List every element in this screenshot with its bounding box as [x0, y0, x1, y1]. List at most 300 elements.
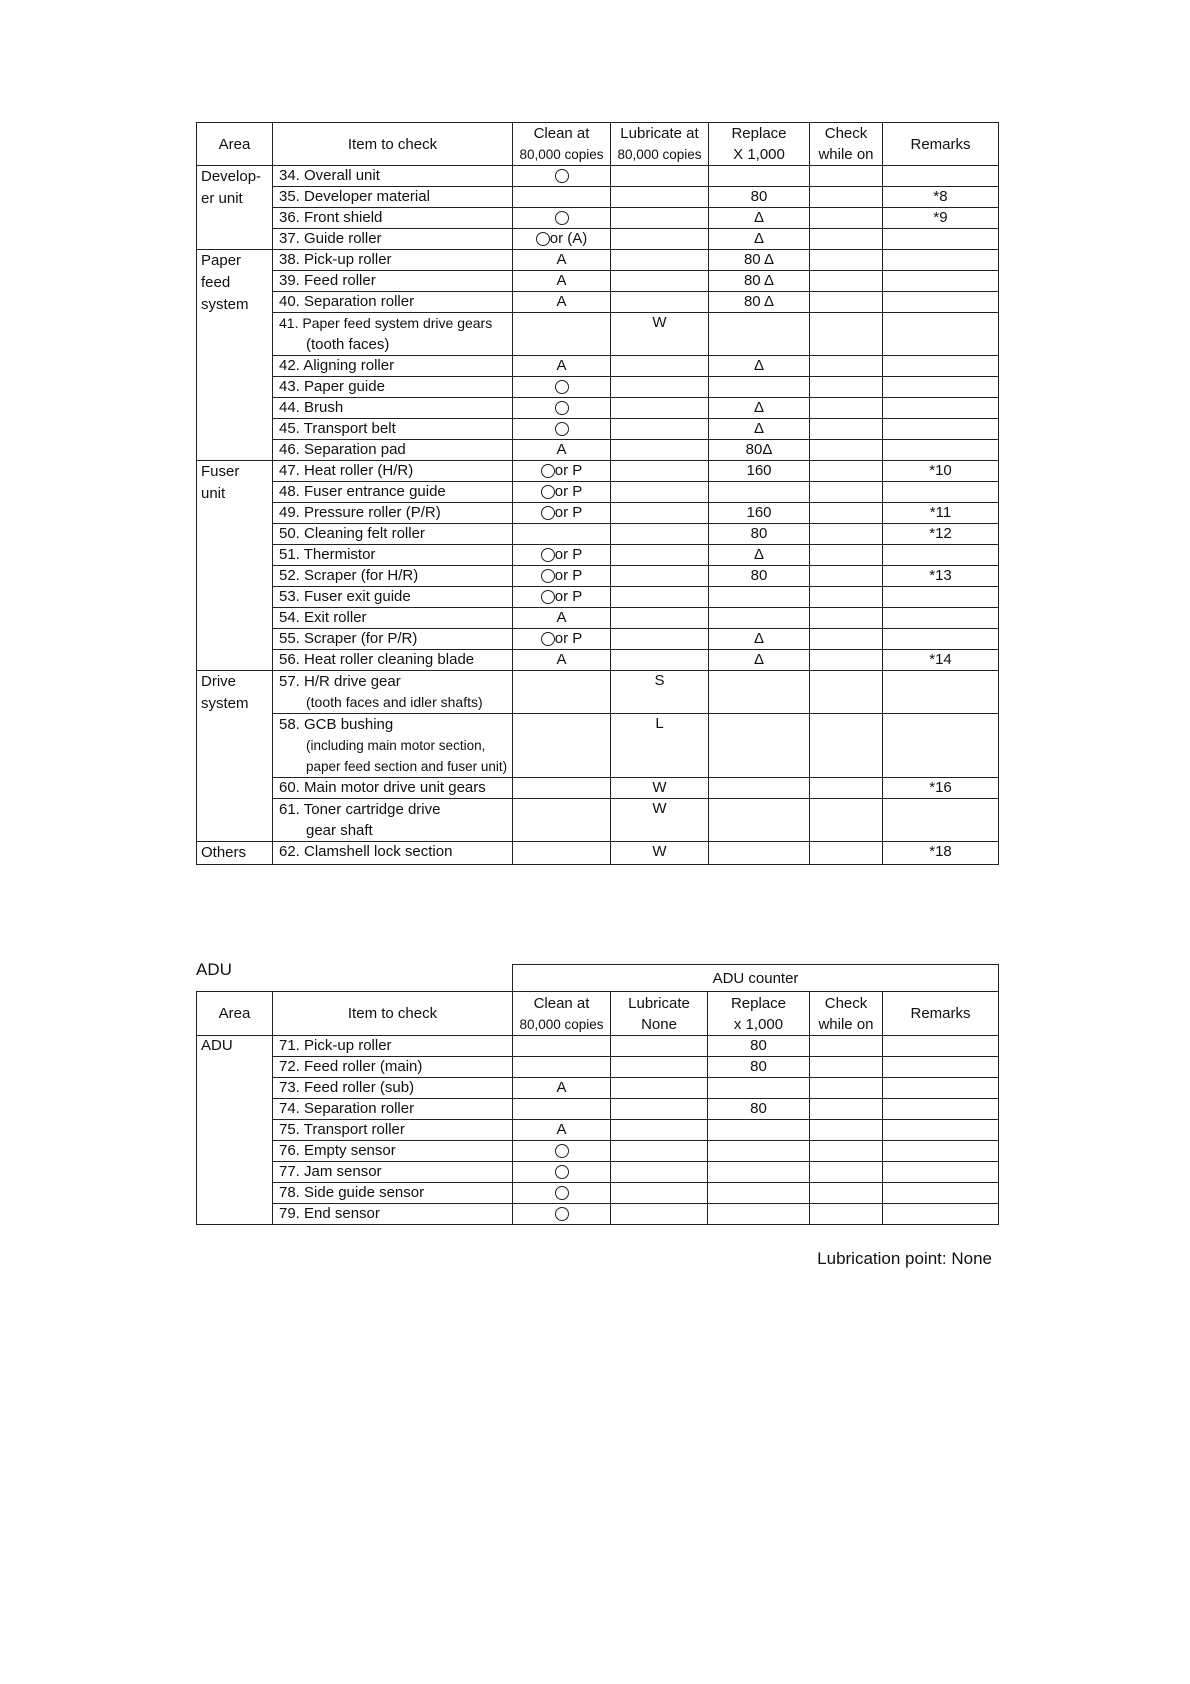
table-row — [197, 440, 999, 461]
remarks-cell — [883, 398, 999, 419]
clean-cell — [513, 650, 611, 671]
lubricate-cell — [611, 545, 709, 566]
remarks-cell — [883, 629, 999, 650]
header-clean-line: 80,000 copies — [519, 147, 604, 162]
clean-cell — [513, 419, 611, 440]
check-cell — [810, 799, 883, 842]
item-cell — [273, 799, 513, 842]
replace-cell — [709, 313, 810, 356]
item-label: 34. Overall unit — [279, 167, 380, 184]
replace-value: Δ — [753, 399, 765, 416]
circle-mark-icon — [541, 506, 555, 520]
header-area-label: Area — [218, 1005, 251, 1022]
table-row — [197, 671, 999, 714]
check-cell — [810, 166, 883, 187]
item-cell — [273, 1057, 513, 1078]
header-remarks-label: Remarks — [910, 135, 971, 153]
item-label: 53. Fuser exit guide — [279, 588, 411, 605]
replace-cell — [709, 545, 810, 566]
item-cell — [273, 524, 513, 545]
lubricate-cell — [611, 271, 709, 292]
clean-cell — [513, 440, 611, 461]
item-label: 37. Guide roller — [279, 230, 382, 247]
clean-value: A — [556, 441, 567, 458]
replace-cell — [709, 714, 810, 778]
header-check-line: Check — [824, 994, 868, 1012]
check-cell — [810, 714, 883, 778]
replace-cell — [709, 629, 810, 650]
remarks-cell — [883, 271, 999, 292]
item-label: 49. Pressure roller (P/R) — [279, 504, 441, 521]
replace-value: 80 — [750, 1058, 767, 1075]
table-row — [197, 1204, 999, 1225]
item-label: 45. Transport belt — [279, 420, 396, 437]
clean-cell — [513, 503, 611, 524]
circle-mark-icon — [555, 211, 569, 225]
replace-value: 80 — [750, 188, 768, 205]
clean-cell — [513, 629, 611, 650]
replace-cell — [709, 671, 810, 714]
check-cell — [810, 250, 883, 271]
item-label: 41. Paper feed system drive gears — [279, 315, 493, 331]
table-row — [197, 714, 999, 778]
clean-cell — [513, 250, 611, 271]
item-cell — [273, 292, 513, 313]
replace-cell — [708, 1099, 810, 1120]
clean-cell — [513, 187, 611, 208]
clean-cell — [513, 292, 611, 313]
header-item — [273, 992, 513, 1036]
replace-cell — [708, 1162, 810, 1183]
lubricate-cell — [611, 714, 709, 778]
clean-value-suffix: or P — [554, 567, 583, 584]
lubrication-note: Lubrication point: None — [817, 1249, 992, 1268]
clean-value: A — [556, 651, 567, 668]
clean-value: A — [556, 272, 567, 289]
clean-cell — [513, 398, 611, 419]
area-cell — [197, 461, 273, 671]
table-row — [197, 799, 999, 842]
clean-value-suffix: or P — [554, 630, 583, 647]
replace-cell — [709, 250, 810, 271]
replace-cell — [708, 1141, 810, 1162]
table-row — [197, 1057, 999, 1078]
header-remarks-label: Remarks — [910, 1005, 971, 1022]
circle-mark-icon — [541, 485, 555, 499]
lubricate-cell — [611, 292, 709, 313]
area-cell — [197, 842, 273, 865]
replace-cell — [709, 842, 810, 865]
replace-cell — [709, 398, 810, 419]
clean-cell — [513, 1141, 611, 1162]
item-cell — [273, 503, 513, 524]
item-cell — [273, 714, 513, 778]
item-label: 75. Transport roller — [279, 1121, 405, 1138]
header-lubricate-line: 80,000 copies — [617, 147, 702, 162]
replace-value: 160 — [746, 462, 772, 479]
item-cell — [273, 1078, 513, 1099]
replace-value: Δ — [753, 209, 765, 226]
remarks-cell — [883, 187, 999, 208]
table-row — [197, 187, 999, 208]
remarks-cell — [883, 313, 999, 356]
replace-cell — [709, 503, 810, 524]
item-label: 43. Paper guide — [279, 378, 385, 395]
clean-cell — [513, 524, 611, 545]
header-area — [197, 992, 273, 1036]
clean-cell — [513, 545, 611, 566]
header-replace-line: Replace — [730, 994, 787, 1012]
item-cell — [273, 229, 513, 250]
item-cell — [273, 271, 513, 292]
remarks-cell — [883, 1099, 999, 1120]
remarks-cell — [883, 1162, 999, 1183]
replace-value: Δ — [753, 651, 765, 668]
item-label: paper feed section and fuser unit) — [306, 759, 508, 774]
remarks-cell — [883, 671, 999, 714]
clean-value: A — [556, 357, 567, 374]
check-cell — [810, 778, 883, 799]
remarks-cell — [883, 1120, 999, 1141]
header-clean — [513, 123, 611, 166]
table-row — [197, 842, 999, 865]
replace-value: 80 — [750, 1100, 767, 1117]
replace-cell — [708, 1078, 810, 1099]
clean-value: A — [556, 293, 567, 310]
item-cell — [273, 778, 513, 799]
remarks-value: *10 — [929, 462, 952, 479]
table-row — [197, 608, 999, 629]
item-label: 51. Thermistor — [279, 546, 376, 563]
header-item-label: Item to check — [347, 135, 438, 153]
circle-mark-icon — [541, 548, 555, 562]
replace-value: Δ — [753, 420, 765, 437]
clean-cell — [513, 1204, 611, 1225]
check-cell — [810, 356, 883, 377]
lubricate-cell — [611, 587, 709, 608]
table-row — [197, 1036, 999, 1057]
check-cell — [810, 1057, 883, 1078]
replace-cell — [709, 208, 810, 229]
clean-value: A — [556, 1079, 567, 1096]
replace-cell — [709, 187, 810, 208]
remarks-value: *14 — [929, 651, 952, 668]
item-cell — [273, 419, 513, 440]
remarks-value: *18 — [929, 843, 952, 860]
header-lubricate — [611, 123, 709, 166]
check-cell — [810, 208, 883, 229]
item-label: 42. Aligning roller — [279, 357, 395, 374]
clean-value: A — [556, 1121, 567, 1138]
item-label: 44. Brush — [279, 399, 344, 416]
item-cell — [273, 482, 513, 503]
area-label: ADU — [201, 1037, 233, 1054]
area-label: Others — [201, 844, 247, 861]
clean-value-suffix: or P — [554, 588, 583, 605]
header-check-line: while on — [818, 1015, 874, 1033]
header-replace-line: X 1,000 — [733, 146, 785, 163]
remarks-cell — [883, 650, 999, 671]
item-cell — [273, 671, 513, 714]
item-label: 36. Front shield — [279, 209, 383, 226]
remarks-cell — [883, 1036, 999, 1057]
table-row — [197, 1141, 999, 1162]
item-label: 52. Scraper (for H/R) — [279, 567, 419, 584]
lubricate-cell — [611, 671, 709, 714]
table-row — [197, 1120, 999, 1141]
check-cell — [810, 1141, 883, 1162]
adu-section-title: ADU — [196, 960, 232, 979]
lubricate-cell — [611, 1141, 708, 1162]
remarks-value: *11 — [929, 504, 952, 521]
check-cell — [810, 1204, 883, 1225]
remarks-cell — [883, 208, 999, 229]
header-check-line: Check — [824, 125, 868, 142]
item-label: 56. Heat roller cleaning blade — [279, 651, 475, 668]
lubricate-cell — [611, 208, 709, 229]
circle-mark-icon — [555, 401, 569, 415]
lubricate-cell — [611, 1120, 708, 1141]
replace-value: Δ — [753, 230, 765, 247]
clean-cell — [513, 714, 611, 778]
clean-cell — [513, 1078, 611, 1099]
check-cell — [810, 671, 883, 714]
header-remarks — [883, 992, 999, 1036]
clean-value-suffix: or P — [554, 546, 583, 563]
circle-mark-icon — [541, 632, 555, 646]
replace-cell — [709, 587, 810, 608]
item-cell — [273, 1162, 513, 1183]
table-row — [197, 629, 999, 650]
check-cell — [810, 842, 883, 865]
clean-cell — [513, 1036, 611, 1057]
item-cell — [273, 629, 513, 650]
clean-value-suffix: or (A) — [549, 230, 588, 247]
lubricate-value: W — [652, 800, 667, 817]
replace-cell — [708, 1183, 810, 1204]
table-row — [197, 313, 999, 356]
clean-cell — [513, 313, 611, 356]
area-cell — [197, 671, 273, 842]
clean-cell — [513, 608, 611, 629]
remarks-cell — [883, 292, 999, 313]
header-clean-line: 80,000 copies — [519, 1016, 604, 1032]
clean-cell — [513, 842, 611, 865]
lubricate-cell — [611, 461, 709, 482]
lubricate-value: W — [652, 779, 667, 796]
remarks-cell — [883, 1057, 999, 1078]
lubricate-cell — [611, 377, 709, 398]
header-row — [197, 123, 999, 166]
area-label: Drive — [201, 673, 237, 690]
replace-cell — [709, 292, 810, 313]
area-cell — [197, 250, 273, 461]
blank-cell — [197, 965, 513, 992]
item-cell — [273, 587, 513, 608]
remarks-cell — [883, 799, 999, 842]
item-cell — [273, 1204, 513, 1225]
lubricate-cell — [611, 250, 709, 271]
adu-counter-header — [513, 965, 999, 992]
check-cell — [810, 524, 883, 545]
lubricate-cell — [611, 356, 709, 377]
replace-cell — [708, 1204, 810, 1225]
lubricate-cell — [611, 313, 709, 356]
check-cell — [810, 608, 883, 629]
lubricate-cell — [611, 1078, 708, 1099]
item-cell — [273, 187, 513, 208]
circle-mark-icon — [555, 422, 569, 436]
lubricate-cell — [611, 799, 709, 842]
area-label: system — [201, 296, 249, 313]
replace-cell — [709, 419, 810, 440]
item-label: 78. Side guide sensor — [279, 1184, 425, 1201]
replace-cell — [709, 356, 810, 377]
table-row — [197, 398, 999, 419]
replace-cell — [709, 799, 810, 842]
check-cell — [810, 398, 883, 419]
lubricate-cell — [611, 482, 709, 503]
clean-value: A — [556, 609, 567, 626]
replace-value: 80 Δ — [743, 251, 775, 268]
item-label: 76. Empty sensor — [279, 1142, 396, 1159]
remarks-cell — [883, 503, 999, 524]
remarks-cell — [883, 166, 999, 187]
remarks-cell — [883, 356, 999, 377]
remarks-cell — [883, 461, 999, 482]
remarks-cell — [883, 587, 999, 608]
lubricate-cell — [611, 566, 709, 587]
circle-mark-icon — [536, 232, 550, 246]
check-cell — [810, 650, 883, 671]
item-label: 79. End sensor — [279, 1205, 380, 1222]
replace-value: 160 — [746, 504, 772, 521]
replace-cell — [709, 524, 810, 545]
check-cell — [810, 377, 883, 398]
check-cell — [810, 1036, 883, 1057]
header-replace-line: Replace — [731, 125, 787, 142]
replace-cell — [709, 461, 810, 482]
lubricate-cell — [611, 1099, 708, 1120]
item-label: 35. Developer material — [279, 188, 430, 205]
lubricate-cell — [611, 524, 709, 545]
area-label: system — [201, 695, 249, 712]
item-cell — [273, 313, 513, 356]
item-cell — [273, 166, 513, 187]
replace-cell — [709, 482, 810, 503]
replace-cell — [709, 650, 810, 671]
table-row — [197, 1078, 999, 1099]
replace-cell — [709, 778, 810, 799]
lubricate-cell — [611, 842, 709, 865]
item-cell — [273, 250, 513, 271]
header-check — [810, 992, 883, 1036]
item-cell — [273, 1036, 513, 1057]
item-label: 71. Pick-up roller — [279, 1037, 392, 1054]
table-row — [197, 1162, 999, 1183]
table-row — [197, 208, 999, 229]
replace-value: 80 Δ — [743, 293, 775, 310]
header-lubricate-line: Lubricate — [628, 994, 690, 1012]
replace-cell — [709, 166, 810, 187]
item-cell — [273, 545, 513, 566]
circle-mark-icon — [541, 590, 555, 604]
lubricate-cell — [611, 778, 709, 799]
item-cell — [273, 1183, 513, 1204]
area-label: Develop- — [201, 168, 262, 185]
lubricate-cell — [611, 229, 709, 250]
lubricate-cell — [611, 503, 709, 524]
replace-value: 80Δ — [745, 441, 773, 458]
lubricate-cell — [611, 440, 709, 461]
remarks-cell — [883, 1183, 999, 1204]
clean-cell — [513, 166, 611, 187]
table-row — [197, 419, 999, 440]
header-area — [197, 123, 273, 166]
check-cell — [810, 1183, 883, 1204]
header-remarks — [883, 123, 999, 166]
remarks-value: *8 — [933, 188, 948, 205]
replace-value: 80 — [750, 567, 768, 584]
table-row — [197, 1183, 999, 1204]
item-label: 46. Separation pad — [279, 441, 406, 458]
lubricate-cell — [611, 1204, 708, 1225]
clean-cell — [513, 482, 611, 503]
circle-mark-icon — [555, 169, 569, 183]
remarks-value: *12 — [929, 525, 952, 542]
lubricate-cell — [611, 1057, 708, 1078]
item-label: 58. GCB bushing — [279, 716, 394, 733]
replace-value: 80 — [750, 525, 768, 542]
lubricate-value: W — [652, 843, 667, 860]
lubricate-cell — [611, 608, 709, 629]
remarks-cell — [883, 482, 999, 503]
item-label: 48. Fuser entrance guide — [279, 483, 446, 500]
item-label: 40. Separation roller — [279, 293, 415, 310]
check-cell — [810, 1099, 883, 1120]
replace-value: Δ — [753, 630, 765, 647]
item-label: 73. Feed roller (sub) — [279, 1079, 415, 1096]
remarks-value: *9 — [933, 209, 948, 226]
replace-cell — [708, 1120, 810, 1141]
lubricate-cell — [611, 650, 709, 671]
table-row — [197, 271, 999, 292]
item-cell — [273, 1120, 513, 1141]
item-cell — [273, 461, 513, 482]
table-row — [197, 356, 999, 377]
header-row — [197, 992, 999, 1036]
clean-value-suffix: or P — [554, 504, 583, 521]
item-cell — [273, 650, 513, 671]
item-label: 55. Scraper (for P/R) — [279, 630, 418, 647]
item-label: 61. Toner cartridge drive — [279, 801, 441, 818]
table-row — [197, 229, 999, 250]
header-replace — [709, 123, 810, 166]
table-row — [197, 587, 999, 608]
table-row — [197, 566, 999, 587]
item-cell — [273, 398, 513, 419]
area-cell — [197, 166, 273, 250]
header-item — [273, 123, 513, 166]
remarks-cell — [883, 419, 999, 440]
area-label: feed — [201, 274, 231, 291]
table-row — [197, 166, 999, 187]
remarks-cell — [883, 714, 999, 778]
header-replace — [708, 992, 810, 1036]
table-row — [197, 1099, 999, 1120]
lubricate-cell — [611, 419, 709, 440]
remarks-cell — [883, 1078, 999, 1099]
